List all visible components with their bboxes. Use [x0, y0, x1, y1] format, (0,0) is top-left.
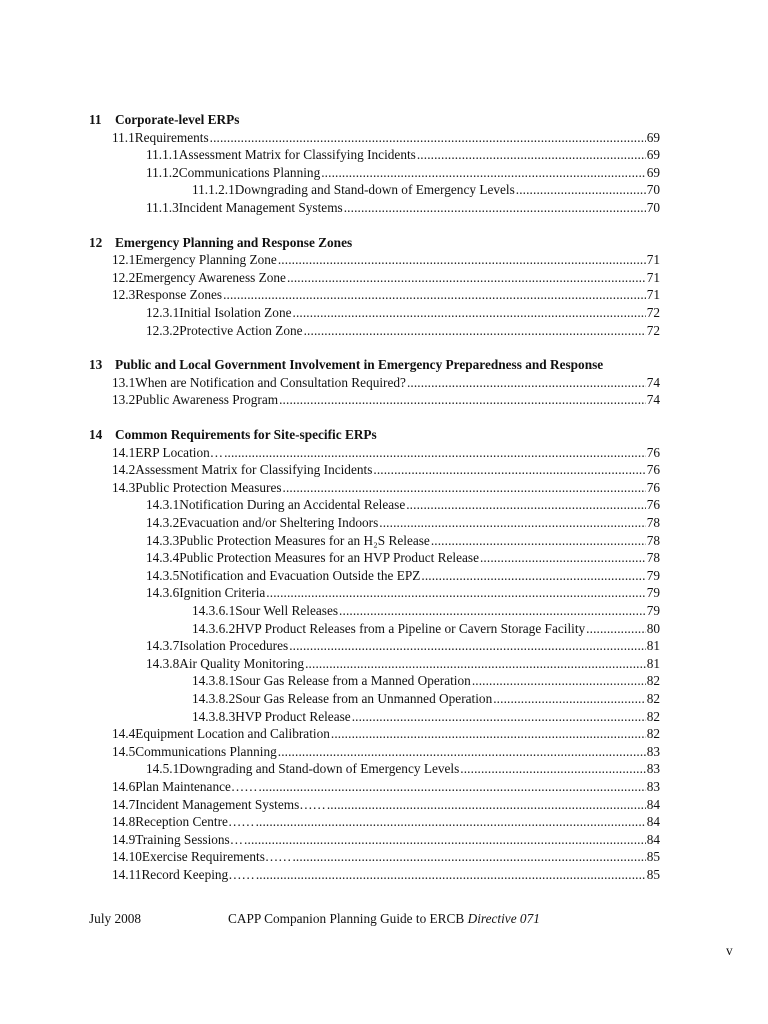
- toc-page-number: 79: [646, 603, 660, 618]
- toc-number: 11: [89, 112, 102, 127]
- toc-number: 14.7: [112, 796, 136, 812]
- toc-entry[interactable]: [192, 708, 660, 726]
- toc-page-number: 84: [646, 796, 660, 812]
- toc-page-number: 70: [646, 200, 660, 215]
- toc-number: 14.3.6: [146, 585, 180, 601]
- toc-entry[interactable]: [112, 778, 660, 796]
- toc-title: Emergency Planning and Response Zones: [115, 234, 353, 250]
- toc-title: Ignition Criteria: [179, 585, 266, 601]
- toc-number: 14: [89, 427, 103, 442]
- toc-entry[interactable]: [112, 251, 660, 269]
- toc-leader-dots: [224, 444, 646, 462]
- toc-page-number: 78: [646, 550, 660, 566]
- toc-entry[interactable]: [112, 831, 660, 849]
- toc-title: Public Awareness Program: [135, 392, 279, 408]
- toc-section-heading: [89, 356, 660, 374]
- toc-number: 14.9: [112, 831, 136, 847]
- toc-leader-dots: [373, 461, 645, 479]
- toc-title: Air Quality Monitoring: [179, 655, 305, 671]
- toc-title: Emergency Awareness Zone: [135, 269, 286, 285]
- toc-entry[interactable]: [146, 146, 660, 164]
- toc-title: Corporate-level ERPs: [115, 112, 240, 127]
- toc-title: Protective Action Zone: [179, 322, 303, 338]
- toc-title: Notification and Evacuation Outside the EPZ: [179, 567, 421, 583]
- toc-leader-dots: [210, 129, 646, 147]
- toc-title: Public Protection Measures: [135, 479, 282, 495]
- toc-number: 13.2: [112, 392, 136, 408]
- toc-number: 13.1: [112, 374, 136, 390]
- toc-leader-dots: [293, 304, 646, 322]
- toc-page-number: 82: [646, 726, 660, 742]
- toc-page-number: 81: [646, 638, 660, 654]
- toc-leader-dots: [259, 778, 646, 796]
- toc-leader-dots: [292, 848, 645, 866]
- toc-number: 14.10: [112, 849, 142, 865]
- toc-title: Reception Centre……: [135, 814, 255, 830]
- toc-page-number: 76: [646, 444, 660, 460]
- footer-title: [228, 911, 540, 927]
- toc-leader-dots: [407, 374, 646, 392]
- toc-entry[interactable]: [112, 444, 660, 462]
- toc-page-number: 83: [646, 743, 660, 759]
- toc-leader-dots: [283, 479, 646, 497]
- toc-entry[interactable]: [112, 129, 660, 147]
- toc-number: 11.1.1: [146, 147, 179, 163]
- toc-page-number: 72: [646, 305, 660, 320]
- toc-number: 14.3: [112, 479, 136, 495]
- toc-title: Assessment Matrix for Classifying Incidents: [178, 147, 416, 163]
- toc-number: 12.1: [112, 252, 136, 268]
- toc-number: 14.2: [112, 462, 136, 478]
- toc-entry[interactable]: [112, 848, 660, 866]
- toc-leader-dots: [460, 760, 645, 778]
- toc-title: Evacuation and/or Sheltering Indoors: [179, 515, 379, 530]
- toc-entry[interactable]: [112, 391, 660, 409]
- toc-entry[interactable]: [192, 602, 660, 620]
- toc-leader-dots: [516, 181, 646, 199]
- toc-title: Public Protection Measures for an H₂S Release: [179, 532, 430, 548]
- toc-entry[interactable]: [146, 532, 660, 550]
- toc-page-number: 83: [646, 779, 660, 794]
- toc-page-number: 70: [646, 182, 660, 198]
- toc-number: 14.5: [112, 743, 136, 759]
- toc-title: Communications Planning: [135, 743, 277, 759]
- toc-page-number: 84: [646, 831, 660, 847]
- toc-number: 11.1.3: [146, 200, 179, 215]
- toc-leader-dots: [331, 725, 646, 743]
- toc-section-heading: [89, 111, 660, 129]
- toc-title: Public and Local Government Involvement in Emergency Preparedness and Response: [115, 357, 604, 373]
- toc-page-number: 79: [646, 585, 660, 601]
- toc-leader-dots: [406, 496, 645, 514]
- toc-entry[interactable]: [112, 461, 660, 479]
- toc-entry[interactable]: [146, 549, 660, 567]
- toc-title: ERP Location…: [135, 444, 224, 460]
- toc-leader-dots: [321, 164, 645, 182]
- toc-entry[interactable]: [192, 181, 660, 199]
- toc-title: Exercise Requirements……: [141, 849, 292, 865]
- toc-entry[interactable]: [112, 286, 660, 304]
- toc-leader-dots: [344, 199, 646, 217]
- toc-entry[interactable]: [112, 725, 660, 743]
- toc-title: Public Protection Measures for an HVP Product Release: [179, 550, 479, 566]
- toc-page-number: 74: [646, 392, 660, 408]
- toc-page-number: 71: [646, 269, 660, 285]
- toc-title: HVP Product Release: [235, 708, 351, 724]
- toc-title: Downgrading and Stand-down of Emergency Levels: [179, 761, 460, 777]
- toc-page-number: 81: [646, 655, 660, 671]
- toc-number: 14.8: [112, 814, 136, 830]
- toc-title: Plan Maintenance……: [135, 779, 258, 794]
- toc-page-number: 76: [646, 462, 660, 478]
- toc-page-number: 74: [646, 374, 660, 390]
- toc-page-number: 76: [646, 479, 660, 495]
- toc-leader-dots: [266, 584, 645, 602]
- toc-number: 14.3.8: [146, 655, 180, 671]
- toc-leader-dots: [305, 655, 646, 673]
- toc-entry[interactable]: [112, 269, 660, 287]
- toc-number: 12.3.1: [146, 305, 180, 320]
- toc-title: Emergency Planning Zone: [135, 252, 277, 268]
- toc-leader-dots: [586, 620, 646, 638]
- toc-entry[interactable]: [146, 655, 660, 673]
- toc-title: Training Sessions…: [135, 831, 244, 847]
- toc-number: 14.3.2: [146, 515, 180, 530]
- toc-number: 12: [89, 234, 103, 250]
- toc-leader-dots: [278, 251, 646, 269]
- toc-page-number: 83: [646, 761, 660, 777]
- toc-leader-dots: [256, 813, 646, 831]
- toc-page-number: 76: [646, 497, 660, 513]
- toc-number: 14.3.6.2: [192, 620, 236, 636]
- toc-entry[interactable]: [146, 514, 660, 532]
- toc-entry[interactable]: [112, 743, 660, 761]
- toc-number: 14.3.4: [146, 550, 180, 566]
- toc-page-number: 69: [646, 129, 660, 145]
- toc-number: 14.3.3: [146, 532, 180, 548]
- toc-title: Response Zones: [135, 287, 223, 303]
- toc-title: Incident Management Systems: [178, 200, 343, 215]
- toc-leader-dots: [289, 637, 646, 655]
- toc-title: Isolation Procedures: [179, 638, 289, 654]
- toc-title: Initial Isolation Zone: [179, 305, 292, 320]
- toc-number: 14.5.1: [146, 761, 180, 777]
- toc-entry[interactable]: [112, 796, 660, 814]
- toc-title: When are Notification and Consultation Required?: [135, 374, 406, 390]
- toc-page-number: 82: [646, 673, 660, 689]
- toc-page-number: 71: [646, 287, 660, 303]
- toc-title: Sour Gas Release from an Unmanned Operation: [235, 691, 493, 706]
- toc-title: Sour Well Releases: [235, 603, 339, 618]
- page-number: v: [726, 943, 733, 958]
- toc-number: 12.3.2: [146, 322, 180, 338]
- toc-page-number: 71: [646, 252, 660, 268]
- toc-title: Common Requirements for Site-specific ERPs: [115, 427, 377, 442]
- toc-page-number: 85: [646, 849, 660, 865]
- toc-number: 14.3.8.2: [192, 691, 236, 706]
- toc-entry[interactable]: [146, 637, 660, 655]
- toc-number: 13: [89, 357, 103, 373]
- toc-number: 11.1.2.1: [192, 182, 235, 198]
- toc-page-number: 69: [646, 164, 660, 180]
- toc-title: Downgrading and Stand-down of Emergency Levels: [234, 182, 515, 198]
- toc-number: 14.6: [112, 779, 136, 794]
- toc-leader-dots: [327, 796, 646, 814]
- toc-page-number: 69: [646, 147, 660, 163]
- footer-date: July 2008: [89, 911, 142, 926]
- toc-entry[interactable]: [146, 304, 660, 322]
- toc-number: 14.3.1: [146, 497, 180, 513]
- toc-leader-dots: [417, 146, 646, 164]
- toc-number: 14.3.8.1: [192, 673, 236, 689]
- toc-number: 14.3.8.3: [192, 708, 236, 724]
- toc-entry[interactable]: [112, 866, 660, 884]
- toc-leader-dots: [379, 514, 645, 532]
- toc-title: Equipment Location and Calibration: [135, 726, 330, 742]
- toc-page-number: 78: [646, 515, 660, 530]
- toc-entry[interactable]: [192, 690, 660, 708]
- toc-page-number: 78: [646, 532, 660, 548]
- toc-entry[interactable]: [112, 813, 660, 831]
- toc-leader-dots: [244, 831, 646, 849]
- toc-page-number: 80: [646, 620, 660, 636]
- toc-number: 11.1.2: [146, 164, 179, 180]
- toc-section-heading: [89, 426, 660, 444]
- toc-entry[interactable]: [192, 672, 660, 690]
- toc-entry[interactable]: [192, 620, 660, 638]
- toc-page-number: 72: [646, 322, 660, 338]
- toc-number: 14.3.6.1: [192, 603, 236, 618]
- footer-directive: Directive 071: [467, 911, 540, 926]
- toc-leader-dots: [421, 567, 645, 585]
- toc-number: 11.1: [112, 129, 135, 145]
- toc-page-number: 84: [646, 814, 660, 830]
- toc-leader-dots: [493, 690, 645, 708]
- toc-title: Requirements: [134, 129, 209, 145]
- toc-section-heading: [89, 234, 660, 252]
- toc-leader-dots: [287, 269, 646, 287]
- toc-leader-dots: [304, 322, 646, 340]
- toc-leader-dots: [339, 602, 646, 620]
- toc-entry[interactable]: [112, 479, 660, 497]
- toc-leader-dots: [352, 708, 646, 726]
- toc-leader-dots: [431, 532, 646, 550]
- toc-title: Sour Gas Release from a Manned Operation: [235, 673, 471, 689]
- toc-number: 14.11: [112, 867, 142, 882]
- toc-title: HVP Product Releases from a Pipeline or Cavern Storage Facility: [235, 620, 586, 636]
- toc-leader-dots: [472, 672, 646, 690]
- toc-number: 14.1: [112, 444, 136, 460]
- toc-entry[interactable]: [146, 584, 660, 602]
- toc-page-number: 82: [646, 691, 660, 706]
- toc-leader-dots: [279, 391, 646, 409]
- toc-title: Communications Planning: [178, 164, 321, 180]
- toc-entry[interactable]: [146, 322, 660, 340]
- toc-title: Record Keeping……: [141, 867, 255, 882]
- toc-title: Assessment Matrix for Classifying Incidents: [135, 462, 373, 478]
- toc-number: 14.3.7: [146, 638, 180, 654]
- toc-entry[interactable]: [146, 199, 660, 217]
- toc-title: Notification During an Accidental Release: [179, 497, 406, 513]
- toc-leader-dots: [223, 286, 646, 304]
- footer-title-text: CAPP Companion Planning Guide to ERCB: [228, 911, 465, 926]
- toc-number: 12.3: [112, 287, 136, 303]
- toc-number: 14.3.5: [146, 567, 180, 583]
- toc-leader-dots: [480, 549, 646, 567]
- toc-page-number: 85: [646, 867, 660, 882]
- toc-leader-dots: [256, 866, 646, 884]
- toc-entry[interactable]: [146, 496, 660, 514]
- toc-number: 12.2: [112, 269, 136, 285]
- toc-entry[interactable]: [146, 760, 660, 778]
- toc-entry[interactable]: [146, 164, 660, 182]
- toc-entry[interactable]: [112, 374, 660, 392]
- toc-page-number: 79: [646, 567, 660, 583]
- toc-number: 14.4: [112, 726, 136, 742]
- toc-title: Incident Management Systems……: [135, 796, 326, 812]
- toc-entry[interactable]: [146, 567, 660, 585]
- toc-leader-dots: [278, 743, 646, 761]
- toc-page-number: 82: [646, 708, 660, 724]
